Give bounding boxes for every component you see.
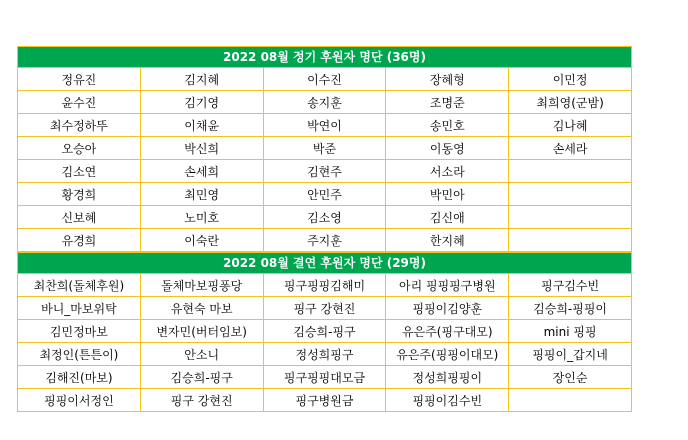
- donor-name-cell: 핑구 강현진: [263, 297, 386, 320]
- regular-row: [18, 160, 632, 183]
- donor-name-cell: 핑구핑핑대모금: [263, 366, 386, 389]
- donor-name-cell: 최찬희(돌체후원): [18, 274, 141, 297]
- donor-name-cell: 김해진(마보): [18, 366, 141, 389]
- donor-name-cell: 장인순: [509, 366, 632, 389]
- donor-name-cell: 이동영: [386, 137, 509, 160]
- donor-name-cell: 최희영(군밤): [509, 91, 632, 114]
- donor-name-cell: [509, 206, 632, 229]
- donor-name-cell: 조명준: [386, 91, 509, 114]
- donor-name-cell: 안민주: [263, 183, 386, 206]
- donor-name-cell: 핑구김수빈: [509, 274, 632, 297]
- donor-name-cell: 손세라: [509, 137, 632, 160]
- donor-name-cell: [509, 229, 632, 252]
- donor-name-cell: 바니_마보위탁: [18, 297, 141, 320]
- donor-name-cell: 황경희: [18, 183, 141, 206]
- oneoff-row: [18, 366, 632, 389]
- donor-name-cell: 이숙란: [140, 229, 263, 252]
- regular-row: [18, 91, 632, 114]
- donor-name-cell: 유현숙 마보: [140, 297, 263, 320]
- oneoff-row: [18, 297, 632, 320]
- donor-name-cell: 박연이: [263, 114, 386, 137]
- regular-row: [18, 137, 632, 160]
- donor-name-cell: 유은주(핑핑이대모): [386, 343, 509, 366]
- regular-donors-table: [17, 67, 632, 252]
- donor-name-cell: 핑핑이김수빈: [386, 389, 509, 412]
- donor-name-cell: 장혜형: [386, 68, 509, 91]
- donor-name-cell: 김승희-핑핑이: [509, 297, 632, 320]
- donor-name-cell: 김승희-핑구: [263, 320, 386, 343]
- donor-name-cell: 유경희: [18, 229, 141, 252]
- donor-name-cell: [509, 160, 632, 183]
- donor-name-cell: 박신희: [140, 137, 263, 160]
- donor-name-cell: 김민정마보: [18, 320, 141, 343]
- donor-name-cell: 오승아: [18, 137, 141, 160]
- donor-name-cell: 김승희-핑구: [140, 366, 263, 389]
- donor-name-cell: 정성희핑구: [263, 343, 386, 366]
- donor-name-cell: 아리 핑핑핑구병원: [386, 274, 509, 297]
- donor-name-cell: 김기영: [140, 91, 263, 114]
- donor-name-cell: 핑핑이서정인: [18, 389, 141, 412]
- donor-name-cell: 김소연: [18, 160, 141, 183]
- donor-name-cell: 김나혜: [509, 114, 632, 137]
- donor-name-cell: 최민영: [140, 183, 263, 206]
- donor-name-cell: 송지훈: [263, 91, 386, 114]
- donor-name-cell: 윤수진: [18, 91, 141, 114]
- regular-row: [18, 114, 632, 137]
- donor-name-cell: 송민호: [386, 114, 509, 137]
- regular-donors-title: 2022 08월 정기 후원자 명단 (36명): [17, 46, 632, 67]
- oneoff-row: [18, 274, 632, 297]
- donor-name-cell: 안소니: [140, 343, 263, 366]
- donor-name-cell: 박준: [263, 137, 386, 160]
- donor-name-cell: 최정인(튼튼이): [18, 343, 141, 366]
- oneoff-donors-table: [17, 273, 632, 412]
- donor-name-cell: 정성희핑핑이: [386, 366, 509, 389]
- donor-name-cell: [509, 183, 632, 206]
- donor-name-cell: 핑구 강현진: [140, 389, 263, 412]
- oneoff-row: [18, 389, 632, 412]
- donor-name-cell: [509, 389, 632, 412]
- oneoff-row: [18, 343, 632, 366]
- donor-name-cell: 김신애: [386, 206, 509, 229]
- regular-row: [18, 68, 632, 91]
- donor-name-cell: 핑구핑핑김해미: [263, 274, 386, 297]
- donor-name-cell: 서소라: [386, 160, 509, 183]
- donor-name-cell: 정유진: [18, 68, 141, 91]
- donor-name-cell: 한지혜: [386, 229, 509, 252]
- donor-name-cell: 이채윤: [140, 114, 263, 137]
- regular-row: [18, 206, 632, 229]
- donor-name-cell: 주지훈: [263, 229, 386, 252]
- donor-name-cell: 노미호: [140, 206, 263, 229]
- donor-name-cell: 유은주(핑구대모): [386, 320, 509, 343]
- donor-name-cell: 김현주: [263, 160, 386, 183]
- donor-name-cell: 핑핑이김양훈: [386, 297, 509, 320]
- donor-name-cell: 이수진: [263, 68, 386, 91]
- donor-name-cell: 핑구병원금: [263, 389, 386, 412]
- oneoff-donors-title: 2022 08월 결연 후원자 명단 (29명): [17, 252, 632, 273]
- oneoff-row: [18, 320, 632, 343]
- donor-name-cell: 최수정하뚜: [18, 114, 141, 137]
- donor-name-cell: 신보혜: [18, 206, 141, 229]
- donor-name-cell: 변자민(버터임보): [140, 320, 263, 343]
- donor-name-cell: 김소영: [263, 206, 386, 229]
- donor-name-cell: 핑핑이_갑지네: [509, 343, 632, 366]
- regular-row: [18, 183, 632, 206]
- donor-name-cell: 손세희: [140, 160, 263, 183]
- donor-name-cell: 돌체마보핑퐁당: [140, 274, 263, 297]
- donor-name-cell: 이민정: [509, 68, 632, 91]
- regular-row: [18, 229, 632, 252]
- donor-name-cell: 박민아: [386, 183, 509, 206]
- donor-sheet: [17, 46, 632, 412]
- donor-name-cell: mini 핑핑: [509, 320, 632, 343]
- donor-name-cell: 김지혜: [140, 68, 263, 91]
